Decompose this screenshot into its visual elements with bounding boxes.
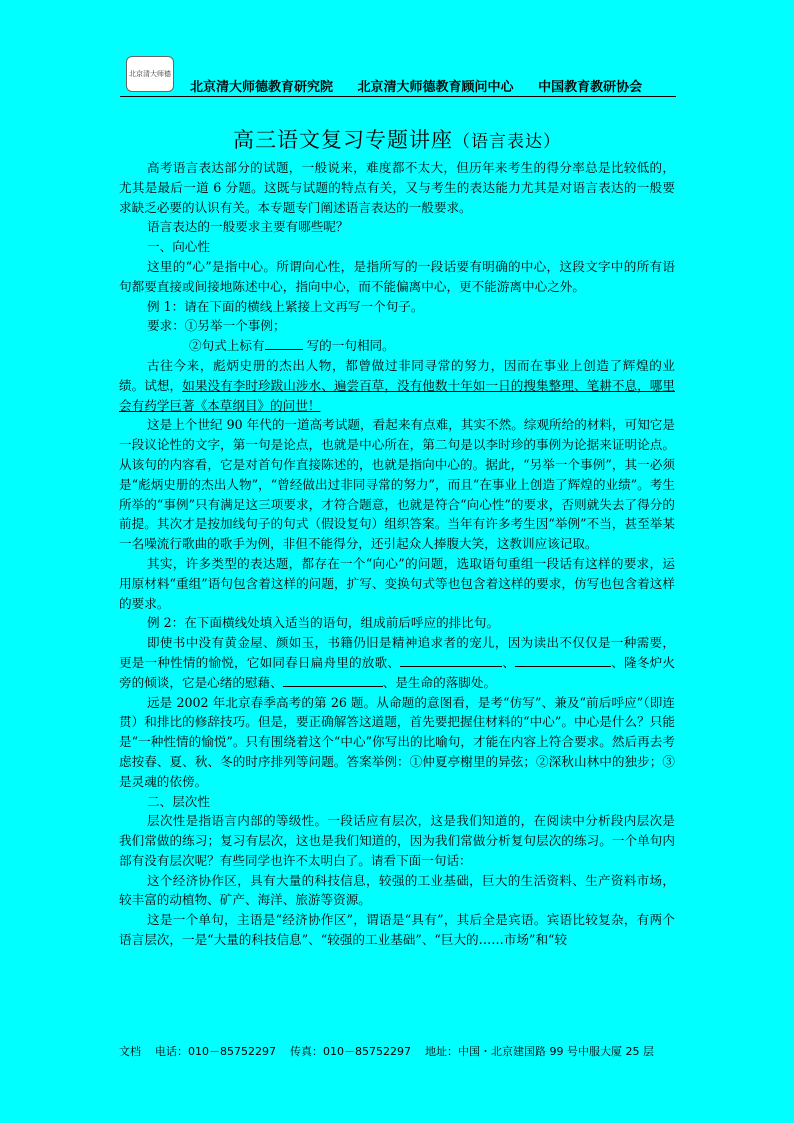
example-2-blank-1 bbox=[400, 653, 502, 667]
example-2-material bbox=[119, 633, 675, 692]
paragraph-intro: 高考语言表达部分的试题，一般说来，难度都不太大，但历年来考生的得分率总是比较低的，尤其是最后一道 6 分题。这既与试题的特点有关，又与考生的表达能力尤其是对语言表达的一般要求缺乏必要的认识有关。本专题专门阐述语言表达的一般要求。 bbox=[119, 160, 675, 215]
logo bbox=[126, 56, 174, 92]
requirement-2 bbox=[119, 336, 675, 356]
example-2-text-d: 、是生命的落脚处。 bbox=[382, 674, 497, 690]
footer-phone: 电话：010－85752297 bbox=[155, 1045, 276, 1058]
section-heading-2: 二、层次性 bbox=[147, 793, 210, 809]
example-sentence: 这个经济协作区，具有大量的科技信息，较强的工业基础，巨大的生活资料、生产资料市场，较丰富的动植物、矿产、海洋、旅游等资源。 bbox=[119, 872, 675, 908]
requirement-2-text-a: ②句式上标有 bbox=[189, 338, 265, 354]
paragraph-analysis-2: 其实，许多类型的表达题，都存在一个“向心”的问题，选取语句重组一段话有这样的要求，运用原材料“重组”语句包含着这样的问题，扩写、变换句式等也包含着这样的要求，仿写也包含着这样的要求。 bbox=[119, 555, 675, 611]
title-main: 高三语文复习专题讲座 bbox=[233, 128, 453, 152]
title-sub: （语言表达） bbox=[453, 132, 561, 152]
example-2-blank-3 bbox=[283, 673, 383, 687]
example-2-text-b: 、 bbox=[502, 654, 516, 670]
footer-doc: 文档 bbox=[119, 1045, 141, 1058]
page-footer bbox=[119, 1043, 668, 1059]
example-1-text: 古往今来，彪炳史册的杰出人物，都曾做过非同寻常的努力，因而在事业上创造了辉煌的业绩。试想， bbox=[119, 357, 675, 393]
paragraph-question: 语言表达的一般要求主要有哪些呢？ bbox=[147, 219, 349, 235]
example-2-prompt: 例 2：在下面横线处填入适当的语句，组成前后呼应的排比句。 bbox=[147, 615, 500, 631]
example-2-blank-2 bbox=[515, 653, 611, 667]
footer-address: 地址：中国・北京建国路 99 号中服大厦 25 层 bbox=[424, 1045, 654, 1058]
example-1-underlined-sentence: 如果没有李时珍跋山涉水、遍尝百草，没有他数十年如一日的搜集整理、笔耕不息，哪里会有药学巨著《本草纲目》的问世！ bbox=[119, 377, 676, 413]
requirement-2-blank bbox=[265, 336, 303, 350]
document-body bbox=[119, 158, 675, 950]
paragraph-analysis-4: 这是一个单句，主语是“经济协作区”，谓语是“具有”，其后全是宾语。宾语比较复杂，有两个语言层次，一是“大量的科技信息”、“较强的工业基础”、“巨大的……市场”和“较 bbox=[119, 912, 675, 948]
paragraph-analysis-1: 这是上个世纪 90 年代的一道高考试题，看起来有点难，其实不然。综观所给的材料，可知它是一段议论性的文字，第一句是论点，也就是中心所在，第二句是以李时珍的事例为论据来证明论点。从该句的内容看，它是对首句作直接陈述的，也就是指向中心的。据此，“另举一个事例”，其一必须是“彪炳史册的杰出人物”，“曾经做出过非同寻常的努力”，而且“在事业上创造了辉煌的业绩”。考生所举的“事例”只有满足这三项要求，才符合题意，也就是符合“向心性”的要求，否则就失去了得分的前提。其次才是按加线句子的句式（假设复句）组织答案。当年有许多考生因“举例”不当，甚至举某一名噪流行歌曲的歌手为例，非但不能得分，还引起众人捧腹大笑，这教训应该记取。 bbox=[119, 417, 675, 552]
requirement-2-text-b: 写的一句相同。 bbox=[306, 338, 395, 354]
header-org-2: 北京清大师德教育顾问中心 bbox=[357, 80, 514, 95]
page-header bbox=[120, 54, 676, 97]
page-title bbox=[0, 124, 794, 154]
section-heading-1: 一、向心性 bbox=[147, 239, 210, 255]
header-orgs bbox=[190, 76, 662, 95]
logo-text: 北京清大师德 bbox=[129, 70, 171, 78]
example-1-material bbox=[119, 356, 675, 415]
paragraph-centrality: 这里的“心”是指中心。所谓向心性，是指所写的一段话要有明确的中心，这段文字中的所有语句都要直接或间接地陈述中心，指向中心，而不能偏离中心，更不能游离中心之外。 bbox=[119, 258, 675, 294]
paragraph-hierarchy: 层次性是指语言内部的等级性。一段话应有层次，这是我们知道的，在阅读中分析段内层次是我们常做的练习；复习有层次，这也是我们知道的，因为我们常做分析复句层次的练习。一个单句内部有没有层次呢？有些同学也许不太明白了。请看下面一句话： bbox=[119, 813, 675, 868]
example-2-text-a: 即使书中没有黄金屋、颜如玉，书籍仍旧是精神追求者的宠儿，因为读出不仅仅是一种需要，更是一种性情的愉悦，它如同春日扁舟里的放歌、 bbox=[119, 635, 675, 670]
example-2-text-c: 、隆冬炉火旁的倾谈，它是心绪的慰藉、 bbox=[119, 654, 676, 690]
paragraph-analysis-3: 远是 2002 年北京春季高考的第 26 题。从命题的意图看，是考“仿写”、兼及“前后呼应”（即连贯）和排比的修辞技巧。但是，要正确解答这道题，首先要把握住材料的“中心”。中心是什么？只能是“一种性情的愉悦”。只有围绕着这个“中心”你写出的比喻句，才能在内容上符合要求。然后再去考虑按春、夏、秋、冬的时序排列等问题。答案举例：①仲夏亭榭里的异弦；②深秋山林中的独步；③是灵魂的依傍。 bbox=[119, 694, 675, 789]
example-1-prompt: 例 1：请在下面的横线上紧接上文再写一个句子。 bbox=[147, 298, 424, 314]
header-org-3: 中国教育教研协会 bbox=[538, 80, 643, 95]
requirement-1: 要求：①另举一个事例； bbox=[147, 318, 286, 334]
footer-fax: 传真：010－85752297 bbox=[289, 1045, 411, 1058]
header-org-1: 北京清大师德教育研究院 bbox=[190, 80, 334, 95]
